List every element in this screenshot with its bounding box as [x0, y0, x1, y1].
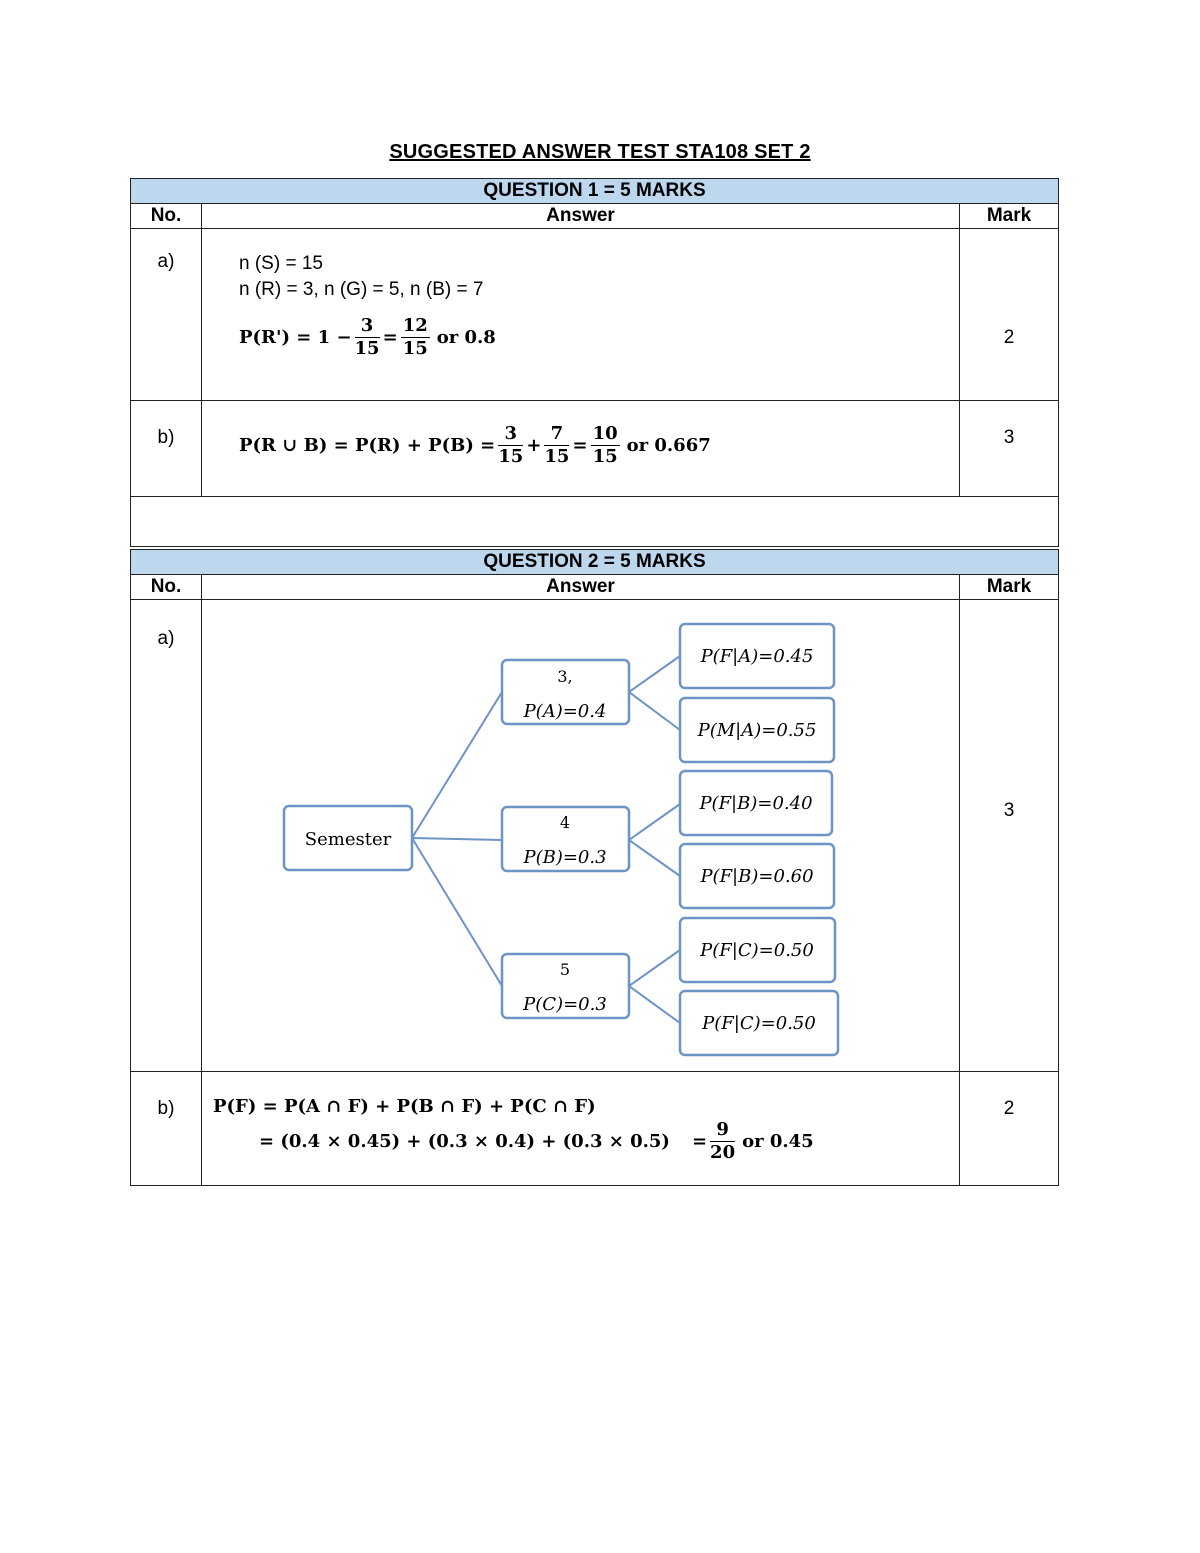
probability-tree-diagram — [202, 600, 958, 1070]
question-2-heading: QUESTION 2 = 5 MARKS — [131, 550, 1059, 575]
fraction: $\frac{12}{15}$ — [402, 315, 428, 359]
formula-line: = (0.4 × 0.45) + (0.3 × 0.4) + (0.3 × 0.5) = $\frac{9}{20}$ or 0.45 — [259, 1119, 814, 1163]
col-mark-header: Mark — [960, 204, 1059, 229]
fraction: $\frac{3}{15}$ — [498, 423, 524, 467]
branch-top-label: 3, — [557, 667, 573, 686]
answer-cell — [202, 600, 960, 1072]
row-label: b) — [131, 401, 202, 497]
branch-top-label: 4 — [559, 813, 571, 832]
row-label: a) — [131, 229, 202, 401]
formula: P(R ∪ B) = P(R) + P(B) = $\frac{3}{15}$ + $\frac{7}{15}$ = $\frac{10}{15}$ or 0.667 — [239, 423, 711, 467]
col-no-header: No. — [131, 204, 202, 229]
leaf-label: P(M|A)=0.55 — [697, 720, 817, 741]
mark-cell: 3 — [960, 401, 1059, 497]
col-mark-header: Mark — [960, 575, 1059, 600]
leaf-label: P(F|A)=0.45 — [700, 646, 814, 667]
branch-top-label: 5 — [559, 960, 571, 979]
fraction: $\frac{3}{15}$ — [354, 315, 380, 359]
row-label: b) — [131, 1072, 202, 1186]
leaf-label: P(F|B)=0.60 — [700, 866, 814, 887]
answer-cell — [202, 229, 960, 401]
spacer-row — [131, 497, 1059, 547]
leaf-label: P(F|C)=0.50 — [700, 940, 814, 961]
answer-line: n (S) = 15 — [239, 253, 323, 274]
leaf-label: P(F|C)=0.50 — [702, 1013, 816, 1034]
row-label: a) — [131, 600, 202, 1072]
fraction: $\frac{9}{20}$ — [710, 1119, 736, 1163]
col-answer-header: Answer — [202, 575, 960, 600]
mark-cell: 3 — [960, 600, 1059, 1072]
question-1-heading: QUESTION 1 = 5 MARKS — [131, 179, 1059, 204]
question-2-table — [130, 549, 1059, 1186]
branch-prob-label: P(C)=0.3 — [523, 994, 607, 1015]
answer-cell — [202, 1072, 960, 1186]
formula-line: P(F) = P(A ∩ F) + P(B ∩ F) + P(C ∩ F) — [213, 1096, 596, 1117]
branch-prob-label: P(B)=0.3 — [523, 847, 607, 868]
answer-cell — [202, 401, 960, 497]
root-label: Semester — [304, 829, 392, 850]
mark-cell: 2 — [960, 1072, 1059, 1186]
branch-prob-label: P(A)=0.4 — [523, 701, 607, 722]
fraction: $\frac{7}{15}$ — [544, 423, 570, 467]
leaf-label: P(F|B)=0.40 — [699, 793, 813, 814]
mark-cell: 2 — [960, 229, 1059, 401]
answer-line: n (R) = 3, n (G) = 5, n (B) = 7 — [239, 279, 484, 300]
formula: P(R') = 1 − $\frac{3}{15}$ = $\frac{12}{15}$ or 0.8 — [239, 315, 496, 359]
col-answer-header: Answer — [202, 204, 960, 229]
question-1-table — [130, 178, 1059, 547]
page-title: SUGGESTED ANSWER TEST STA108 SET 2 — [389, 141, 811, 163]
col-no-header: No. — [131, 575, 202, 600]
fraction: $\frac{10}{15}$ — [592, 423, 618, 467]
